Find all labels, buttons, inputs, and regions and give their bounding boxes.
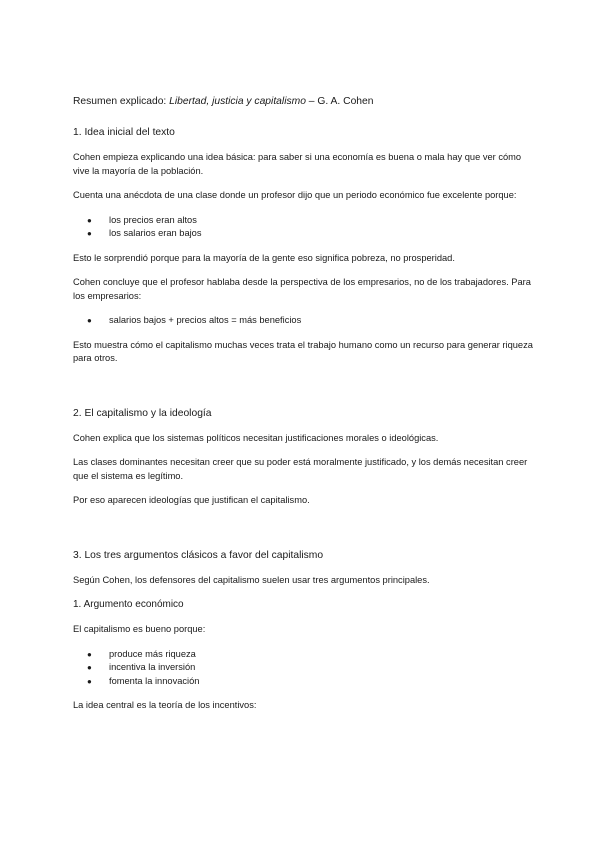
document-content [73,95,533,724]
list-item-text: incentiva la inversión [109,662,196,672]
bullet-icon: ● [87,663,92,672]
subsection-1-paragraph-1: El capitalismo es bueno porque: [73,624,206,634]
section-spacer [73,377,533,407]
bullet-icon: ● [87,229,92,238]
section-1-paragraph-1: Cohen empieza explicando una idea básica: para saber si una economía es buena o mala hay que ver cómo vive la mayoría de la población. [73,152,522,176]
subsection-1-heading: 1. Argumento económico [73,599,184,610]
section-3-heading: 3. Los tres argumentos clásicos a favor del capitalismo [73,549,324,561]
subsection-1-paragraph-2: La idea central es la teoría de los incentivos: [73,700,257,710]
section-2-paragraph-3: Por eso aparecen ideologías que justifican el capitalismo. [73,495,310,505]
section-1-heading: 1. Idea inicial del texto [73,127,175,138]
bullet-icon: ● [87,316,92,325]
title-prefix: Resumen explicado: [73,96,170,107]
list-item [87,661,533,675]
title-book-name: Libertad, justicia y capitalismo [169,96,306,107]
list-item [87,214,533,228]
list-item-text: los precios eran altos [109,214,197,225]
list-item [87,227,533,241]
bullet-icon: ● [87,649,92,659]
section-2-paragraph-1: Cohen explica que los sistemas políticos necesitan justificaciones morales o ideológicas. [73,432,439,443]
section-1-paragraph-3: Esto le sorprendió porque para la mayoría de la gente eso significa pobreza, no prosperidad. [73,252,455,263]
section-spacer [73,519,533,549]
title-author: – G. A. Cohen [305,96,374,107]
section-1-paragraph-4: Cohen concluye que el profesor hablaba desde la perspectiva de los empresarios, no de los trabajadores. Para los empresarios: [73,277,531,301]
section-1-paragraph-2: Cuenta una anécdota de una clase donde un profesor dijo que un periodo económico fue excelente porque: [73,190,517,200]
document-title [73,95,533,109]
section-2-heading: 2. El capitalismo y la ideología [73,407,212,419]
list-item-text: produce más riqueza [109,648,196,659]
bullet-icon: ● [87,215,92,225]
list-item-text: salarios bajos + precios altos = más beneficios [109,315,302,325]
section-2-paragraph-2: Las clases dominantes necesitan creer que su poder está moralmente justificado, y los demás necesitan creer que el sistema es legítimo. [73,457,528,481]
list-item [87,648,533,662]
section-1-paragraph-5: Esto muestra cómo el capitalismo muchas veces trata el trabajo humano como un recurso para generar riqueza para otros. [73,339,533,363]
section-1-bullet-list-2 [87,314,533,328]
bullet-icon: ● [87,676,92,686]
list-item [87,314,533,328]
section-1-bullet-list-1 [87,214,533,241]
section-3-paragraph-1: Según Cohen, los defensores del capitalismo suelen usar tres argumentos principales. [73,574,430,585]
list-item-text: los salarios eran bajos [109,228,202,238]
subsection-1-bullet-list [87,648,533,689]
list-item-text: fomenta la innovación [109,675,200,686]
list-item [87,675,533,689]
